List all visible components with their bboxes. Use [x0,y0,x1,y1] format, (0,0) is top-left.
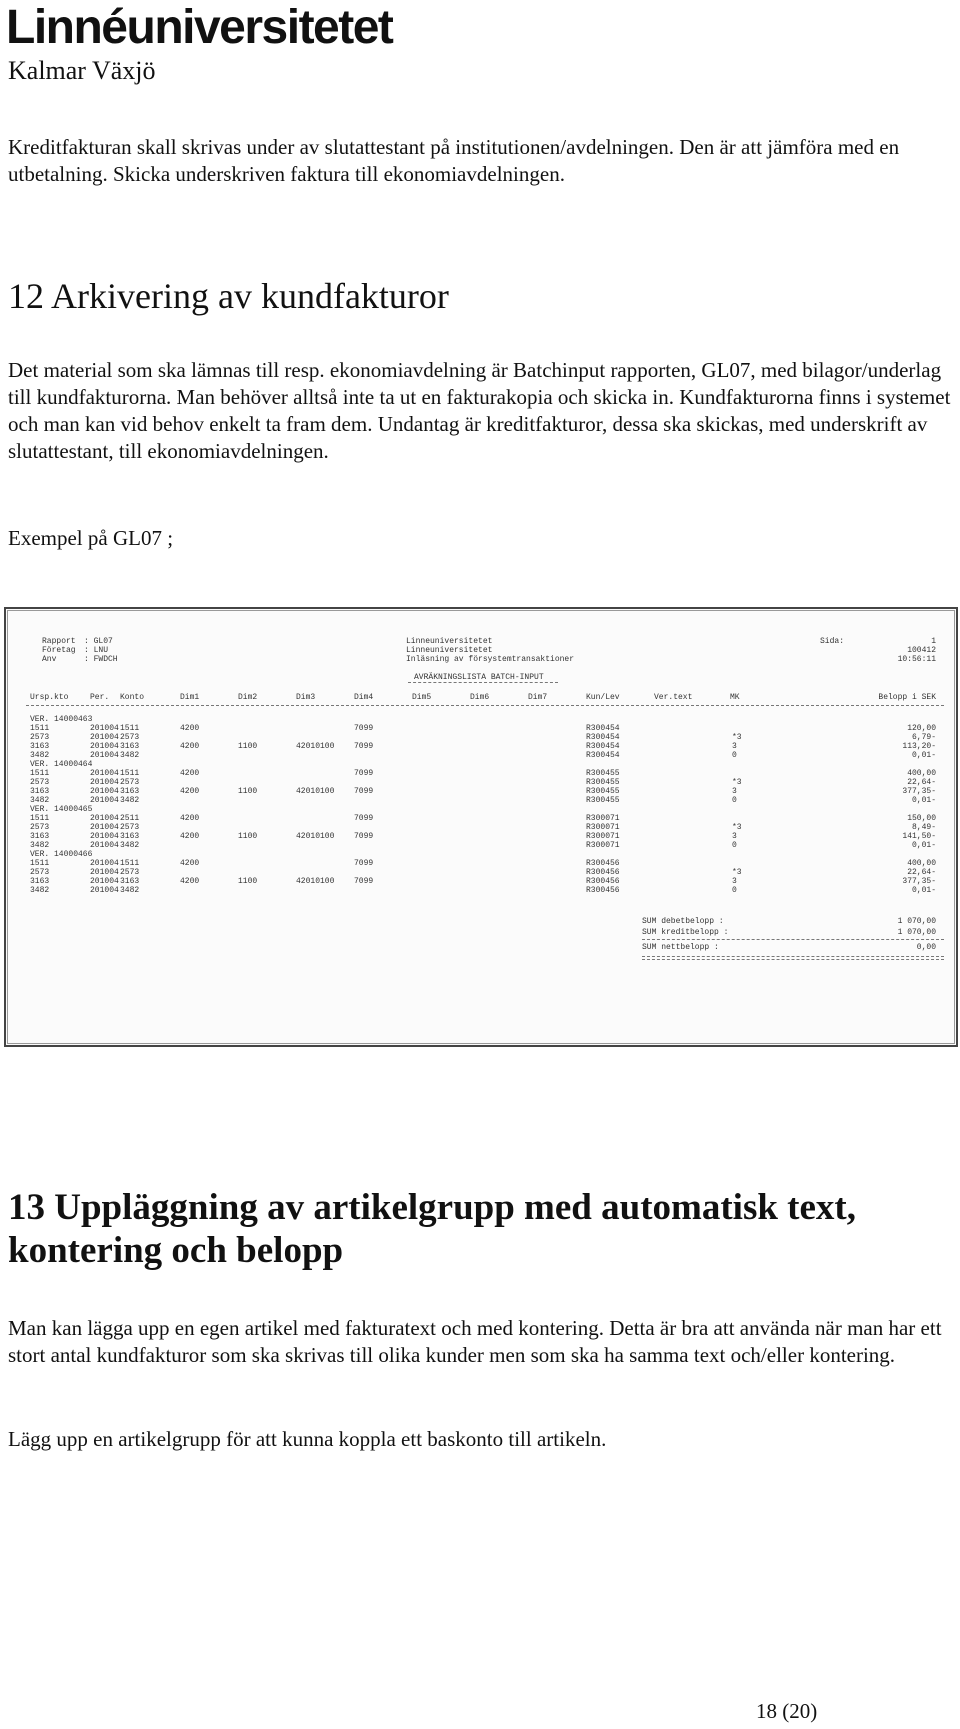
report-sum-rule-3 [642,959,944,960]
report-cell: 3163 [30,742,50,751]
report-cell: R300456 [586,877,620,886]
report-amount-cell: 8,49- [911,823,936,832]
report-cell: R300454 [586,742,620,751]
report-cell: 3 [732,742,737,751]
report-header-rule [26,705,944,706]
report-sum-value: 0,00 [916,943,936,952]
report-cell: 201004 [90,841,119,850]
report-sum-value: 1 070,00 [897,928,936,937]
report-cell: 3482 [30,841,50,850]
report-cell: 7099 [354,877,374,886]
report-meta-value: : LNU [84,646,109,655]
report-cell: 4200 [180,724,200,733]
report-cell: 201004 [90,778,119,787]
report-cell: 3482 [120,841,140,850]
report-cell: 3482 [120,796,140,805]
report-sum-label: SUM nettbelopp : [642,943,719,952]
logo-title: Linnéuniversitetet [6,1,393,54]
report-title-line: Inläsning av försystemtransaktioner [406,655,575,664]
report-cell: 0 [732,796,737,805]
report-cell: *3 [732,868,742,877]
report-column-header: Dim3 [296,693,316,702]
logo-subtitle: Kalmar Växjö [8,56,156,85]
report-cell: 2573 [30,823,50,832]
report-cell: 3482 [120,751,140,760]
report-cell: 2573 [120,868,140,877]
report-cell: 3163 [30,787,50,796]
report-cell: *3 [732,733,742,742]
report-cell: 1511 [30,814,50,823]
report-column-header: Dim1 [180,693,200,702]
report-cell: 201004 [90,868,119,877]
report-cell: 2573 [30,778,50,787]
report-cell: 1511 [30,724,50,733]
report-cell: 201004 [90,832,119,841]
report-amount-cell: 377,35- [902,787,936,796]
report-cell: 1511 [120,859,140,868]
report-cell: 201004 [90,823,119,832]
report-meta-label: Anv [42,655,57,664]
report-amount-cell: 22,64- [907,778,936,787]
report-voucher-id: VER. 14000463 [30,715,93,724]
section-13-paragraph-1: Man kan lägga upp en egen artikel med fakturatext och med kontering. Detta är bra att använda när man har ett stort antal kundfakturor som ska skrivas till olika kunder men som ska ha samma text och/eller kontering. [8,1316,942,1367]
report-cell: 201004 [90,733,119,742]
report-title-line: Linneuniversitetet [406,637,493,646]
report-meta-value: : FWDCH [84,655,118,664]
report-cell: 3482 [120,886,140,895]
report-cell: R300071 [586,841,620,850]
report-cell: 2573 [120,823,140,832]
report-voucher-id: VER. 14000464 [30,760,93,769]
report-cell: R300071 [586,814,620,823]
report-voucher-id: VER. 14000465 [30,805,93,814]
report-cell: R300071 [586,823,620,832]
report-cell: R300456 [586,886,620,895]
report-cell: 3 [732,877,737,886]
report-amount-cell: 0,01- [911,751,936,760]
report-cell: R300455 [586,769,620,778]
report-amount-cell: 6,79- [911,733,936,742]
report-cell: 2573 [120,733,140,742]
report-column-header: Ursp.kto [30,693,69,702]
report-cell: 201004 [90,751,119,760]
report-cell: 3163 [120,877,140,886]
report-voucher-id: VER. 14000466 [30,850,93,859]
section-12-heading: 12 Arkivering av kundfakturor [8,276,449,316]
report-cell: 201004 [90,742,119,751]
report-sum-rule-1 [642,939,944,940]
example-label: Exempel på GL07 ; [8,526,174,550]
report-column-header: Dim7 [528,693,548,702]
report-cell: R300455 [586,787,620,796]
report-cell: 201004 [90,724,119,733]
report-column-header: Dim6 [470,693,490,702]
report-cell: 42010100 [296,877,335,886]
report-sum-label: SUM debetbelopp : [642,917,724,926]
report-column-header: Ver.text [654,693,693,702]
report-cell: 1100 [238,787,258,796]
report-cell: 7099 [354,724,374,733]
report-cell: 0 [732,886,737,895]
report-cell: 1100 [238,742,258,751]
report-frame [7,610,955,1044]
report-cell: 4200 [180,814,200,823]
report-cell: 1511 [30,769,50,778]
report-cell: R300454 [586,751,620,760]
report-list-title: AVRÄKNINGSLISTA BATCH-INPUT [414,673,544,682]
report-cell: 2573 [120,778,140,787]
report-cell: 4200 [180,769,200,778]
report-cell: 1511 [30,859,50,868]
report-cell: 4200 [180,877,200,886]
report-cell: 2573 [30,868,50,877]
report-title-line: Linneuniversitetet [406,646,493,655]
report-cell: *3 [732,823,742,832]
report-cell: 201004 [90,814,119,823]
report-cell: 3482 [30,796,50,805]
report-cell: 42010100 [296,787,335,796]
report-column-header: MK [730,693,740,702]
report-cell: 3163 [120,742,140,751]
report-amount-cell: 113,20- [902,742,936,751]
report-cell: 1511 [120,769,140,778]
report-cell: 4200 [180,787,200,796]
report-column-header: Konto [120,693,145,702]
report-cell: 3482 [30,751,50,760]
report-column-header: Kun/Lev [586,693,620,702]
report-cell: 42010100 [296,742,335,751]
report-meta-label: Företag [42,646,76,655]
report-cell: 3163 [120,832,140,841]
report-page-info-label: Sida: [820,637,845,646]
report-cell: 4200 [180,742,200,751]
report-cell: *3 [732,778,742,787]
report-cell: 3482 [30,886,50,895]
section-13-heading: 13 Uppläggning av artikelgrupp med automatisk text, kontering och belopp [8,1187,856,1271]
report-amount-cell: 141,50- [902,832,936,841]
report-page-info-value: 10:56:11 [897,655,936,664]
report-meta-label: Rapport [42,637,76,646]
report-cell: 7099 [354,742,374,751]
report-column-header: Dim2 [238,693,258,702]
report-cell: 7099 [354,859,374,868]
report-cell: R300456 [586,868,620,877]
kredit-intro-paragraph: Kreditfakturan skall skrivas under av slutattestant på institutionen/avdelningen. Den är att jämföra med en utbetalning. Skicka underskriven faktura till ekonomiavdelningen. [8,135,900,186]
report-cell: 42010100 [296,832,335,841]
report-cell: 3163 [30,832,50,841]
report-column-header: Dim4 [354,693,374,702]
report-cell: 0 [732,751,737,760]
report-column-header: Dim5 [412,693,432,702]
report-cell: 1511 [120,724,140,733]
report-cell: 201004 [90,877,119,886]
report-cell: 3 [732,832,737,841]
report-amount-cell: 150,00 [907,814,936,823]
report-amount-cell: 22,64- [907,868,936,877]
report-amount-cell: 400,00 [907,859,936,868]
report-cell: R300456 [586,859,620,868]
report-page-info-value: 1 [931,637,936,646]
report-meta-value: : GL07 [84,637,113,646]
report-sum-label: SUM kreditbelopp : [642,928,729,937]
report-cell: 7099 [354,769,374,778]
report-amount-cell: 120,00 [907,724,936,733]
report-cell: 3 [732,787,737,796]
report-cell: R300071 [586,832,620,841]
report-cell: 7099 [354,787,374,796]
report-cell: R300455 [586,778,620,787]
report-column-header: Belopp i SEK [878,693,936,702]
report-cell: 4200 [180,859,200,868]
report-cell: 201004 [90,769,119,778]
report-cell: 2511 [120,814,140,823]
report-amount-cell: 0,01- [911,841,936,850]
report-title-underline [408,682,558,683]
report-cell: R300454 [586,733,620,742]
report-cell: 4200 [180,832,200,841]
report-amount-cell: 0,01- [911,886,936,895]
section-12-paragraph: Det material som ska lämnas till resp. ekonomiavdelning är Batchinput rapporten, GL07, med bilagor/underlag till kundfakturorna. Man behöver alltså inte ta ut en fakturakopia och skicka in. Kundfakturorna finns i systemet och man kan vid behov enkelt ta fram dem. Undantag är kreditfakturor, dessa ska skickas, med underskrift av slutattestant, till ekonomiavdelningen. [8,358,951,463]
report-column-header: Per. [90,693,110,702]
report-cell: 7099 [354,832,374,841]
report-amount-cell: 0,01- [911,796,936,805]
report-cell: R300454 [586,724,620,733]
report-cell: 3163 [120,787,140,796]
report-page-info-value: 100412 [907,646,936,655]
report-cell: 1100 [238,877,258,886]
report-cell: 201004 [90,859,119,868]
report-amount-cell: 377,35- [902,877,936,886]
report-cell: 7099 [354,814,374,823]
report-cell: 201004 [90,886,119,895]
report-cell: R300455 [586,796,620,805]
report-cell: 0 [732,841,737,850]
gl07-report-scan [4,607,958,1047]
report-cell: 201004 [90,787,119,796]
report-cell: 201004 [90,796,119,805]
report-cell: 1100 [238,832,258,841]
report-amount-cell: 400,00 [907,769,936,778]
report-sum-rule-2 [642,956,944,957]
report-cell: 2573 [30,733,50,742]
section-13-paragraph-2: Lägg upp en artikelgrupp för att kunna koppla ett baskonto till artikeln. [8,1427,607,1451]
report-sum-value: 1 070,00 [897,917,936,926]
page-number: 18 (20) [756,1699,818,1723]
report-cell: 3163 [30,877,50,886]
